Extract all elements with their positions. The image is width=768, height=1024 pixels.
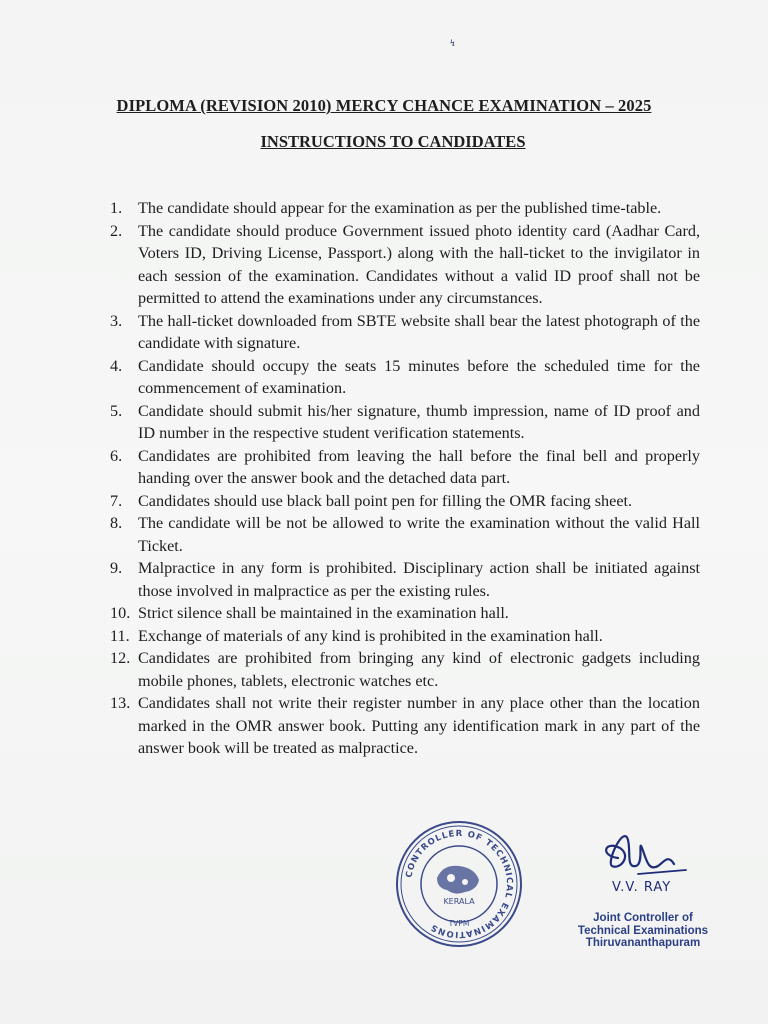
document-title-text: DIPLOMA (REVISION 2010) MERCY CHANCE EXAMINATION – 2025 <box>116 96 652 115</box>
seal-inner-text: KERALA <box>443 897 475 906</box>
header-mark: ↯ <box>449 38 457 48</box>
instruction-number: 11. <box>110 626 130 645</box>
instruction-text: Malpractice in any form is prohibited. Disciplinary action shall be initiated against those involved in malpractice as per the existing rules. <box>138 559 700 600</box>
document-subtitle-text: INSTRUCTIONS TO CANDIDATES <box>260 132 526 151</box>
instruction-number: 8. <box>110 514 123 532</box>
instruction-number: 12. <box>110 649 131 667</box>
instruction-text: The candidate will be not be allowed to write the examination without the valid Hall Ticket. <box>138 514 700 555</box>
instructions-list <box>110 197 700 760</box>
signer-title-line: Thiruvananthapuram <box>585 937 701 949</box>
instruction-text: Candidate should submit his/her signature, thumb impression, name of ID proof and ID number in the respective student verification statements. <box>138 401 700 442</box>
instruction-text: Candidates are prohibited from leaving the hall before the final bell and properly handing over the answer book and the detached data part. <box>138 446 700 487</box>
instruction-item <box>110 625 700 648</box>
instruction-item <box>110 400 700 445</box>
instruction-number: 6. <box>110 446 123 465</box>
instruction-item <box>110 310 700 355</box>
instruction-number: 10. <box>110 604 131 622</box>
instruction-text: The hall-ticket downloaded from SBTE website shall bear the latest photograph of the candidate with signature. <box>138 311 700 352</box>
instruction-item <box>110 355 700 400</box>
instruction-number: 4. <box>110 356 123 375</box>
instruction-number: 7. <box>110 491 123 510</box>
instruction-item <box>110 445 700 490</box>
signer-title <box>548 912 738 950</box>
instruction-number: 1. <box>110 199 123 217</box>
instruction-item <box>110 557 700 602</box>
instruction-item <box>110 197 700 220</box>
instruction-item <box>110 647 700 692</box>
document-title <box>0 96 768 116</box>
instruction-number: 9. <box>110 559 123 577</box>
instruction-text: Strict silence shall be maintained in the examination hall. <box>138 604 509 622</box>
document-subtitle <box>0 132 768 152</box>
handwritten-signature <box>598 818 708 888</box>
instruction-item <box>110 490 700 513</box>
instruction-number: 3. <box>110 311 123 330</box>
instruction-number: 2. <box>110 221 123 240</box>
seal-bottom-text: TVPM <box>448 919 470 928</box>
instruction-text: Candidate should occupy the seats 15 minutes before the scheduled time for the commencement of examination. <box>138 356 700 397</box>
instruction-item <box>110 220 700 310</box>
instruction-text: Candidates shall not write their register number in any place other than the location marked in the OMR answer book. Putting any identification mark in any part of the answer book will be treated as malpractice. <box>138 694 700 757</box>
instruction-number: 5. <box>110 401 123 420</box>
instruction-text: Candidates are prohibited from bringing any kind of electronic gadgets including mobile phones, tablets, electronic watches etc. <box>138 649 700 690</box>
instruction-text: The candidate should appear for the examination as per the published time-table. <box>138 199 662 217</box>
instruction-text: Candidates should use black ball point pen for filling the OMR facing sheet. <box>138 491 633 510</box>
signer-name: V.V. RAY <box>612 880 672 895</box>
instruction-item <box>110 602 700 625</box>
instruction-item <box>110 692 700 760</box>
instruction-text: Exchange of materials of any kind is prohibited in the examination hall. <box>138 626 603 645</box>
official-seal <box>393 818 525 950</box>
seal-outer-text: CONTROLLER OF TECHNICAL EXAMINATIONS <box>404 828 515 940</box>
instruction-text: The candidate should produce Government issued photo identity card (Aadhar Card, Voters ID, Driving License, Passport.) along with the hall-ticket to the invigilator in each session of the examination. Candidates without a valid ID proof shall not be permitted to attend the examinations under any circumstances. <box>138 221 700 307</box>
instruction-number: 13. <box>110 694 131 712</box>
instruction-item <box>110 512 700 557</box>
signer-title-line: Technical Examinations <box>577 924 709 937</box>
signer-title-line: Joint Controller of <box>593 912 693 924</box>
